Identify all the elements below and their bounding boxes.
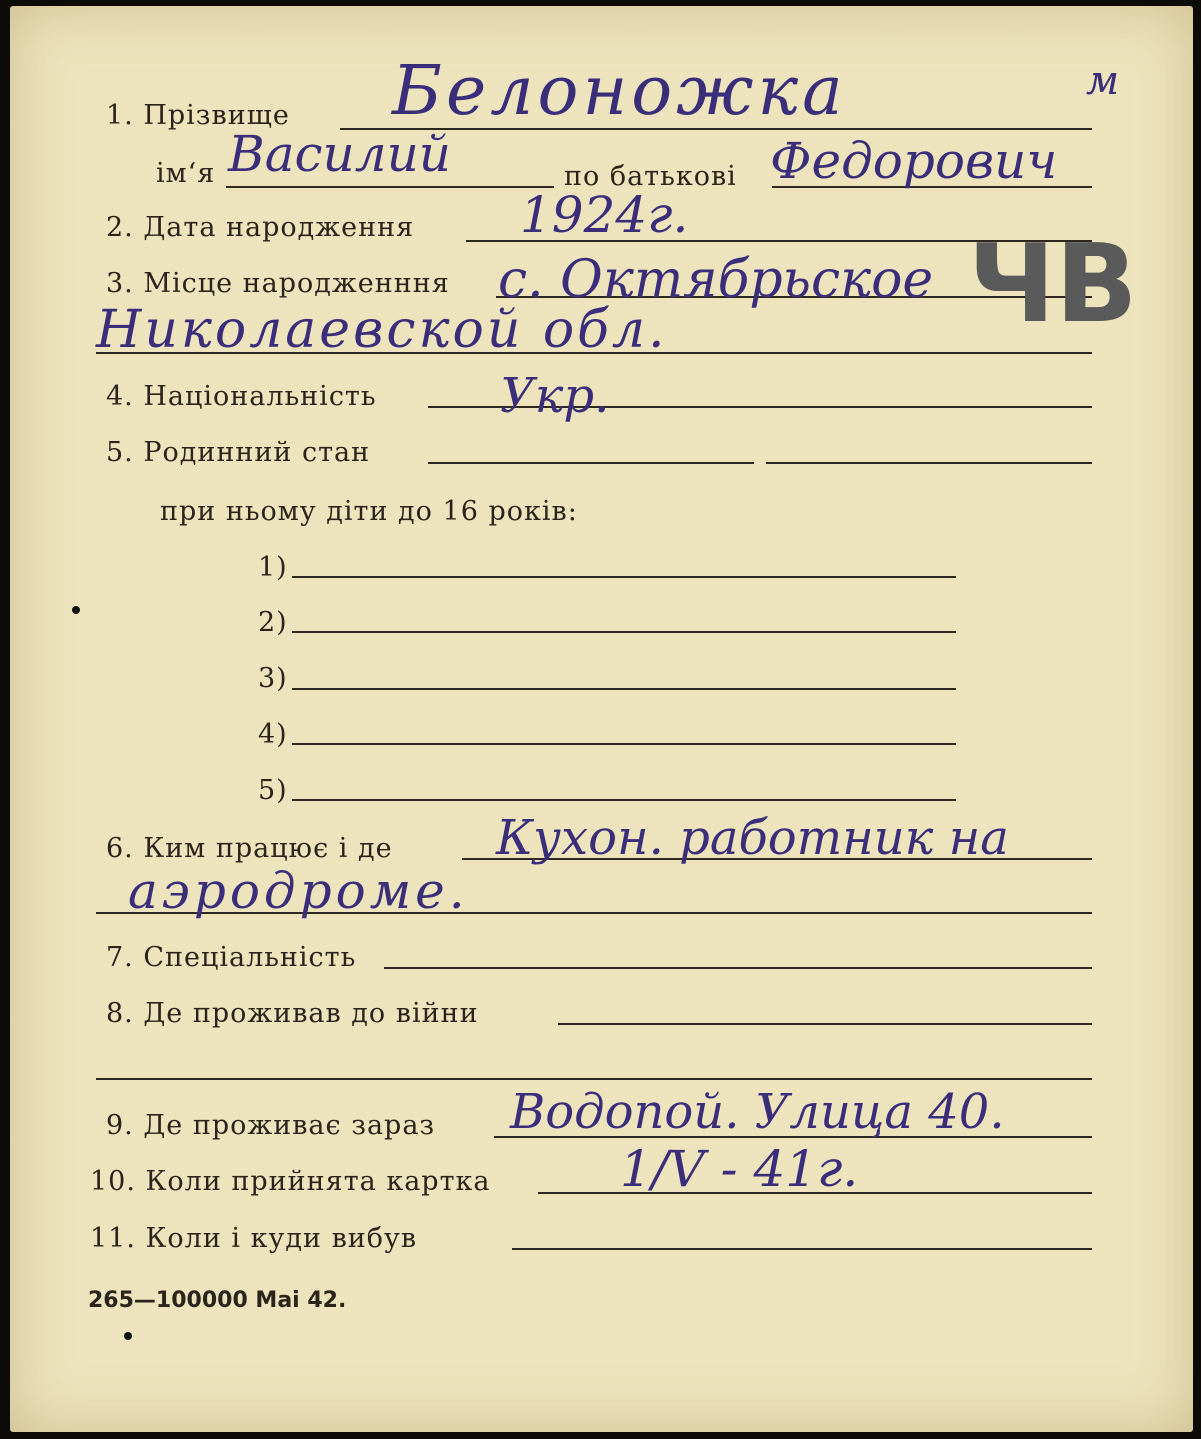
name-line [226, 186, 554, 188]
patronymic-value: Федорович [770, 132, 1058, 190]
pencil-note: ЧВ [968, 222, 1138, 347]
nationality-label: 4. Національність [106, 381, 377, 412]
current-residence-value: Водопой. Улица 40. [510, 1084, 1005, 1140]
child-4-label: 4) [258, 719, 288, 750]
prewar-residence-line [558, 1023, 1092, 1025]
child-1-label: 1) [258, 552, 288, 583]
departure-label: 11. Коли і куди вибув [90, 1223, 418, 1254]
family-status-line-a [428, 462, 754, 464]
birth-date-value: 1924г. [520, 186, 689, 244]
punch-hole [124, 1332, 132, 1340]
family-status-label: 5. Родинний стан [106, 437, 371, 468]
child-3-line [292, 688, 956, 690]
child-5-line [292, 799, 956, 801]
specialty-label: 7. Спеціальність [106, 942, 357, 973]
name-value: Василий [228, 125, 451, 183]
card-accepted-value: 1/V - 41г. [620, 1140, 859, 1198]
birth-place-label: 3. Місце народженння [106, 268, 450, 299]
work-value-2: аэродроме. [128, 862, 469, 920]
child-4-line [292, 743, 956, 745]
surname-value: Белоножка [392, 52, 847, 131]
print-code: 265—100000 Маі 42. [88, 1288, 347, 1313]
birth-place-value-1: с. Октябрьское [498, 250, 934, 310]
card-accepted-label: 10. Коли прийнята картка [90, 1166, 491, 1197]
prewar-residence-label: 8. Де проживав до війни [106, 998, 479, 1029]
punch-hole [72, 606, 80, 614]
family-status-line-b [766, 462, 1092, 464]
current-residence-label: 9. Де проживає зараз [106, 1110, 436, 1141]
prewar-residence-line-2 [96, 1078, 1092, 1080]
surname-label: 1. Прізвище [106, 100, 290, 131]
nationality-value: Укр. [500, 368, 610, 424]
birth-date-label: 2. Дата народження [106, 212, 415, 243]
specialty-line [384, 967, 1092, 969]
child-5-label: 5) [258, 775, 288, 806]
departure-line [512, 1248, 1092, 1250]
birth-place-value-2: Николаевской обл. [96, 300, 668, 360]
work-label: 6. Ким працює і де [106, 833, 393, 864]
children-label: при ньому діти до 16 років: [160, 496, 578, 527]
patronymic-label: по батькові [564, 161, 737, 192]
child-1-line [292, 576, 956, 578]
child-2-line [292, 631, 956, 633]
sex-mark: м [1086, 58, 1120, 104]
name-label: ім‘я [156, 158, 216, 189]
child-2-label: 2) [258, 607, 288, 638]
work-value-1: Кухон. работник на [496, 810, 1009, 866]
child-3-label: 3) [258, 663, 288, 694]
